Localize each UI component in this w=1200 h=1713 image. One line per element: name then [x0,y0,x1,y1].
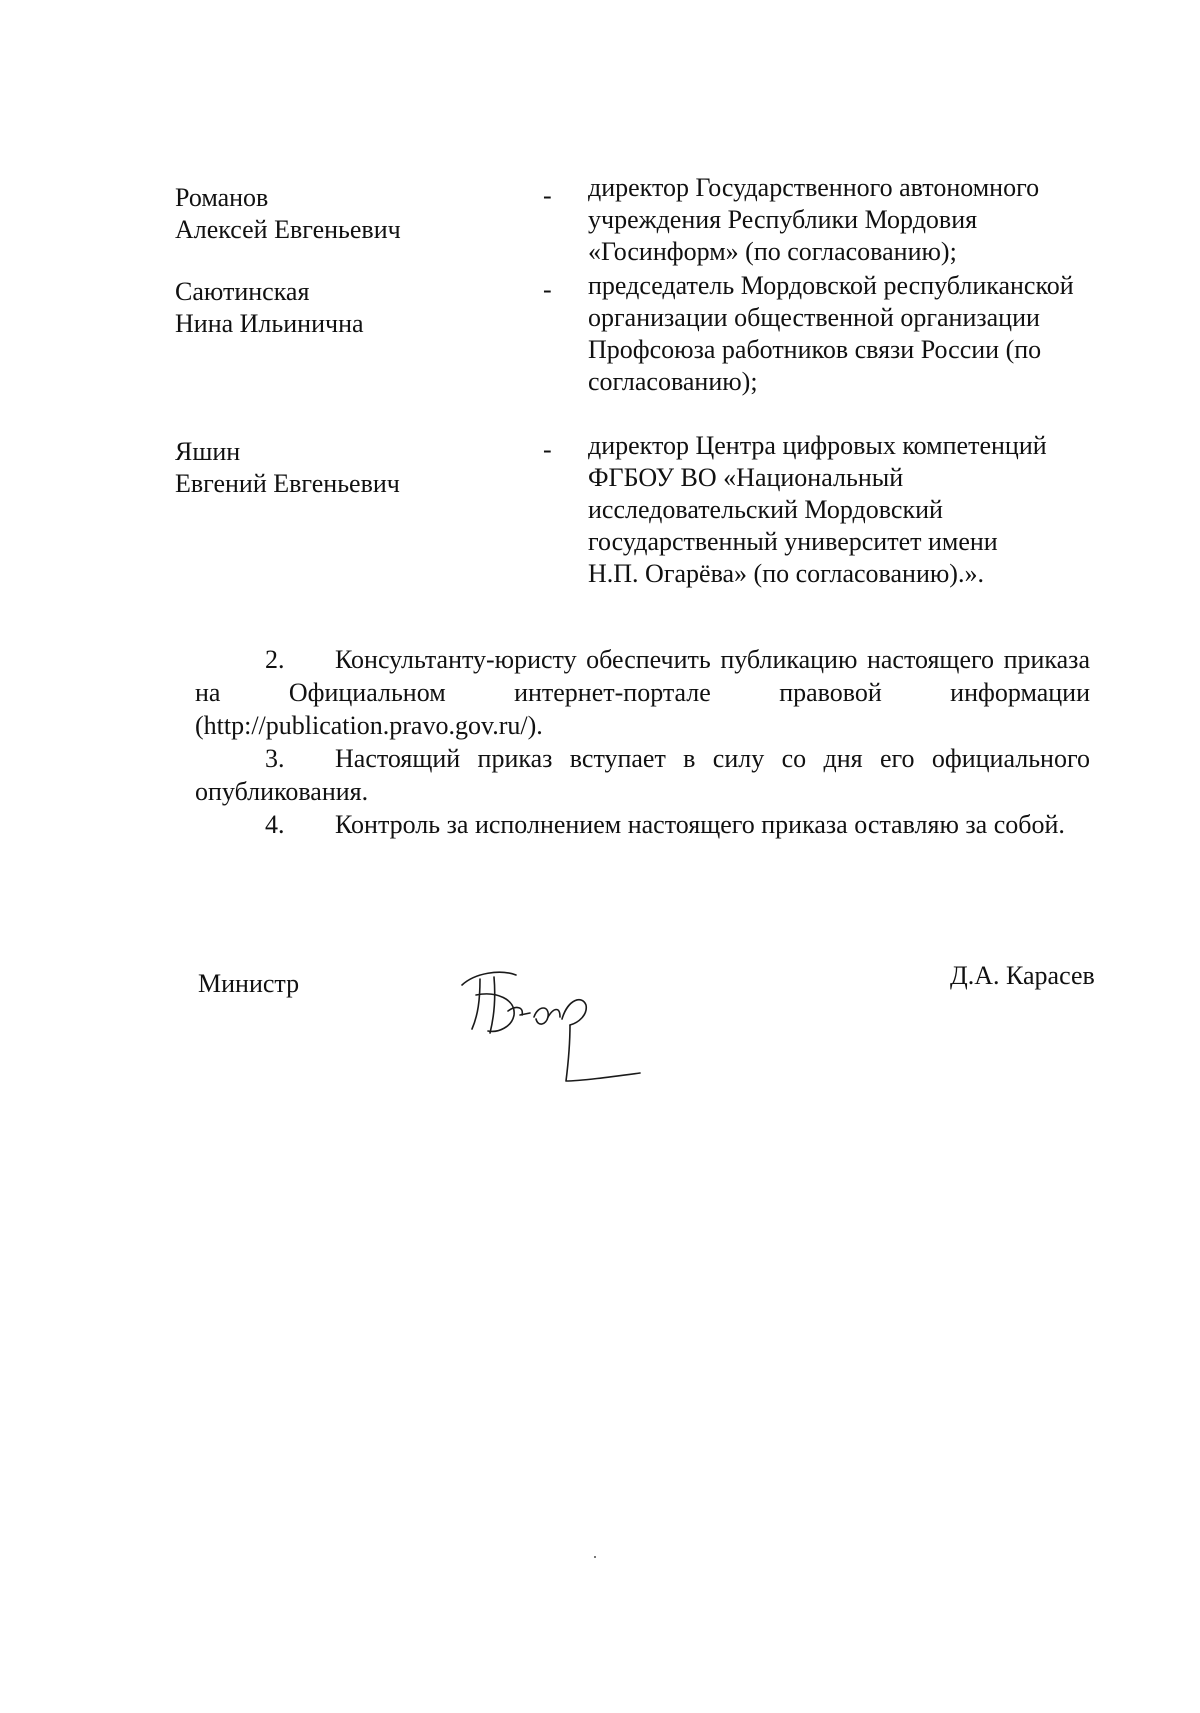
role-line: организации общественной организации [588,303,1040,332]
item-text: Контроль за исполнением настоящего приказа оставляю за собой. [335,810,1065,839]
role-line: Н.П. Огарёва» (по согласованию).». [588,559,984,588]
member-role [588,172,1111,268]
role-line: директор Центра цифровых компетенций [588,431,1047,460]
member-surname: Яшин [175,437,241,466]
member-given-names: Евгений Евгеньевич [175,469,400,498]
member-role [588,430,1111,590]
item-text: Консультанту-юристу обеспечить публикацию настоящего приказа на Официальном интернет-портале правовой информации (http://publication.pravo.gov.ru/). [195,645,1090,740]
signatory-title: Министр [198,969,300,998]
numbered-item [195,643,1090,742]
signatory-name: Д.А. Карасев [950,961,1095,990]
member-given-names: Алексей Евгеньевич [175,215,401,244]
role-line: «Госинформ» (по согласованию); [588,237,957,266]
role-line: государственный университет имени [588,527,998,556]
member-dash: - [543,275,552,304]
role-line: Профсоюза работников связи России (по [588,335,1042,364]
scan-speck [594,1556,596,1558]
role-line: председатель Мордовской республиканской [588,271,1074,300]
item-number: 3. [265,744,285,773]
member-role [588,270,1111,398]
member-dash: - [543,181,552,210]
item-number: 4. [265,810,285,839]
role-line: учреждения Республики Мордовия [588,205,978,234]
numbered-item [195,742,1090,808]
role-line: исследовательский Мордовский [588,495,943,524]
member-surname: Саютинская [175,277,310,306]
member-given-names: Нина Ильинична [175,309,364,338]
item-number: 2. [265,645,285,674]
item-text: Настоящий приказ вступает в силу со дня его официального опубликования. [195,744,1090,806]
member-surname: Романов [175,183,269,212]
member-name [175,436,505,500]
numbered-items [195,643,1090,841]
numbered-item [195,808,1090,841]
role-line: согласованию); [588,367,758,396]
role-line: ФГБОУ ВО «Национальный [588,463,904,492]
member-name [175,182,505,246]
handwritten-signature [450,955,690,1105]
member-dash: - [543,435,552,464]
role-line: директор Государственного автономного [588,173,1040,202]
member-name [175,276,505,340]
